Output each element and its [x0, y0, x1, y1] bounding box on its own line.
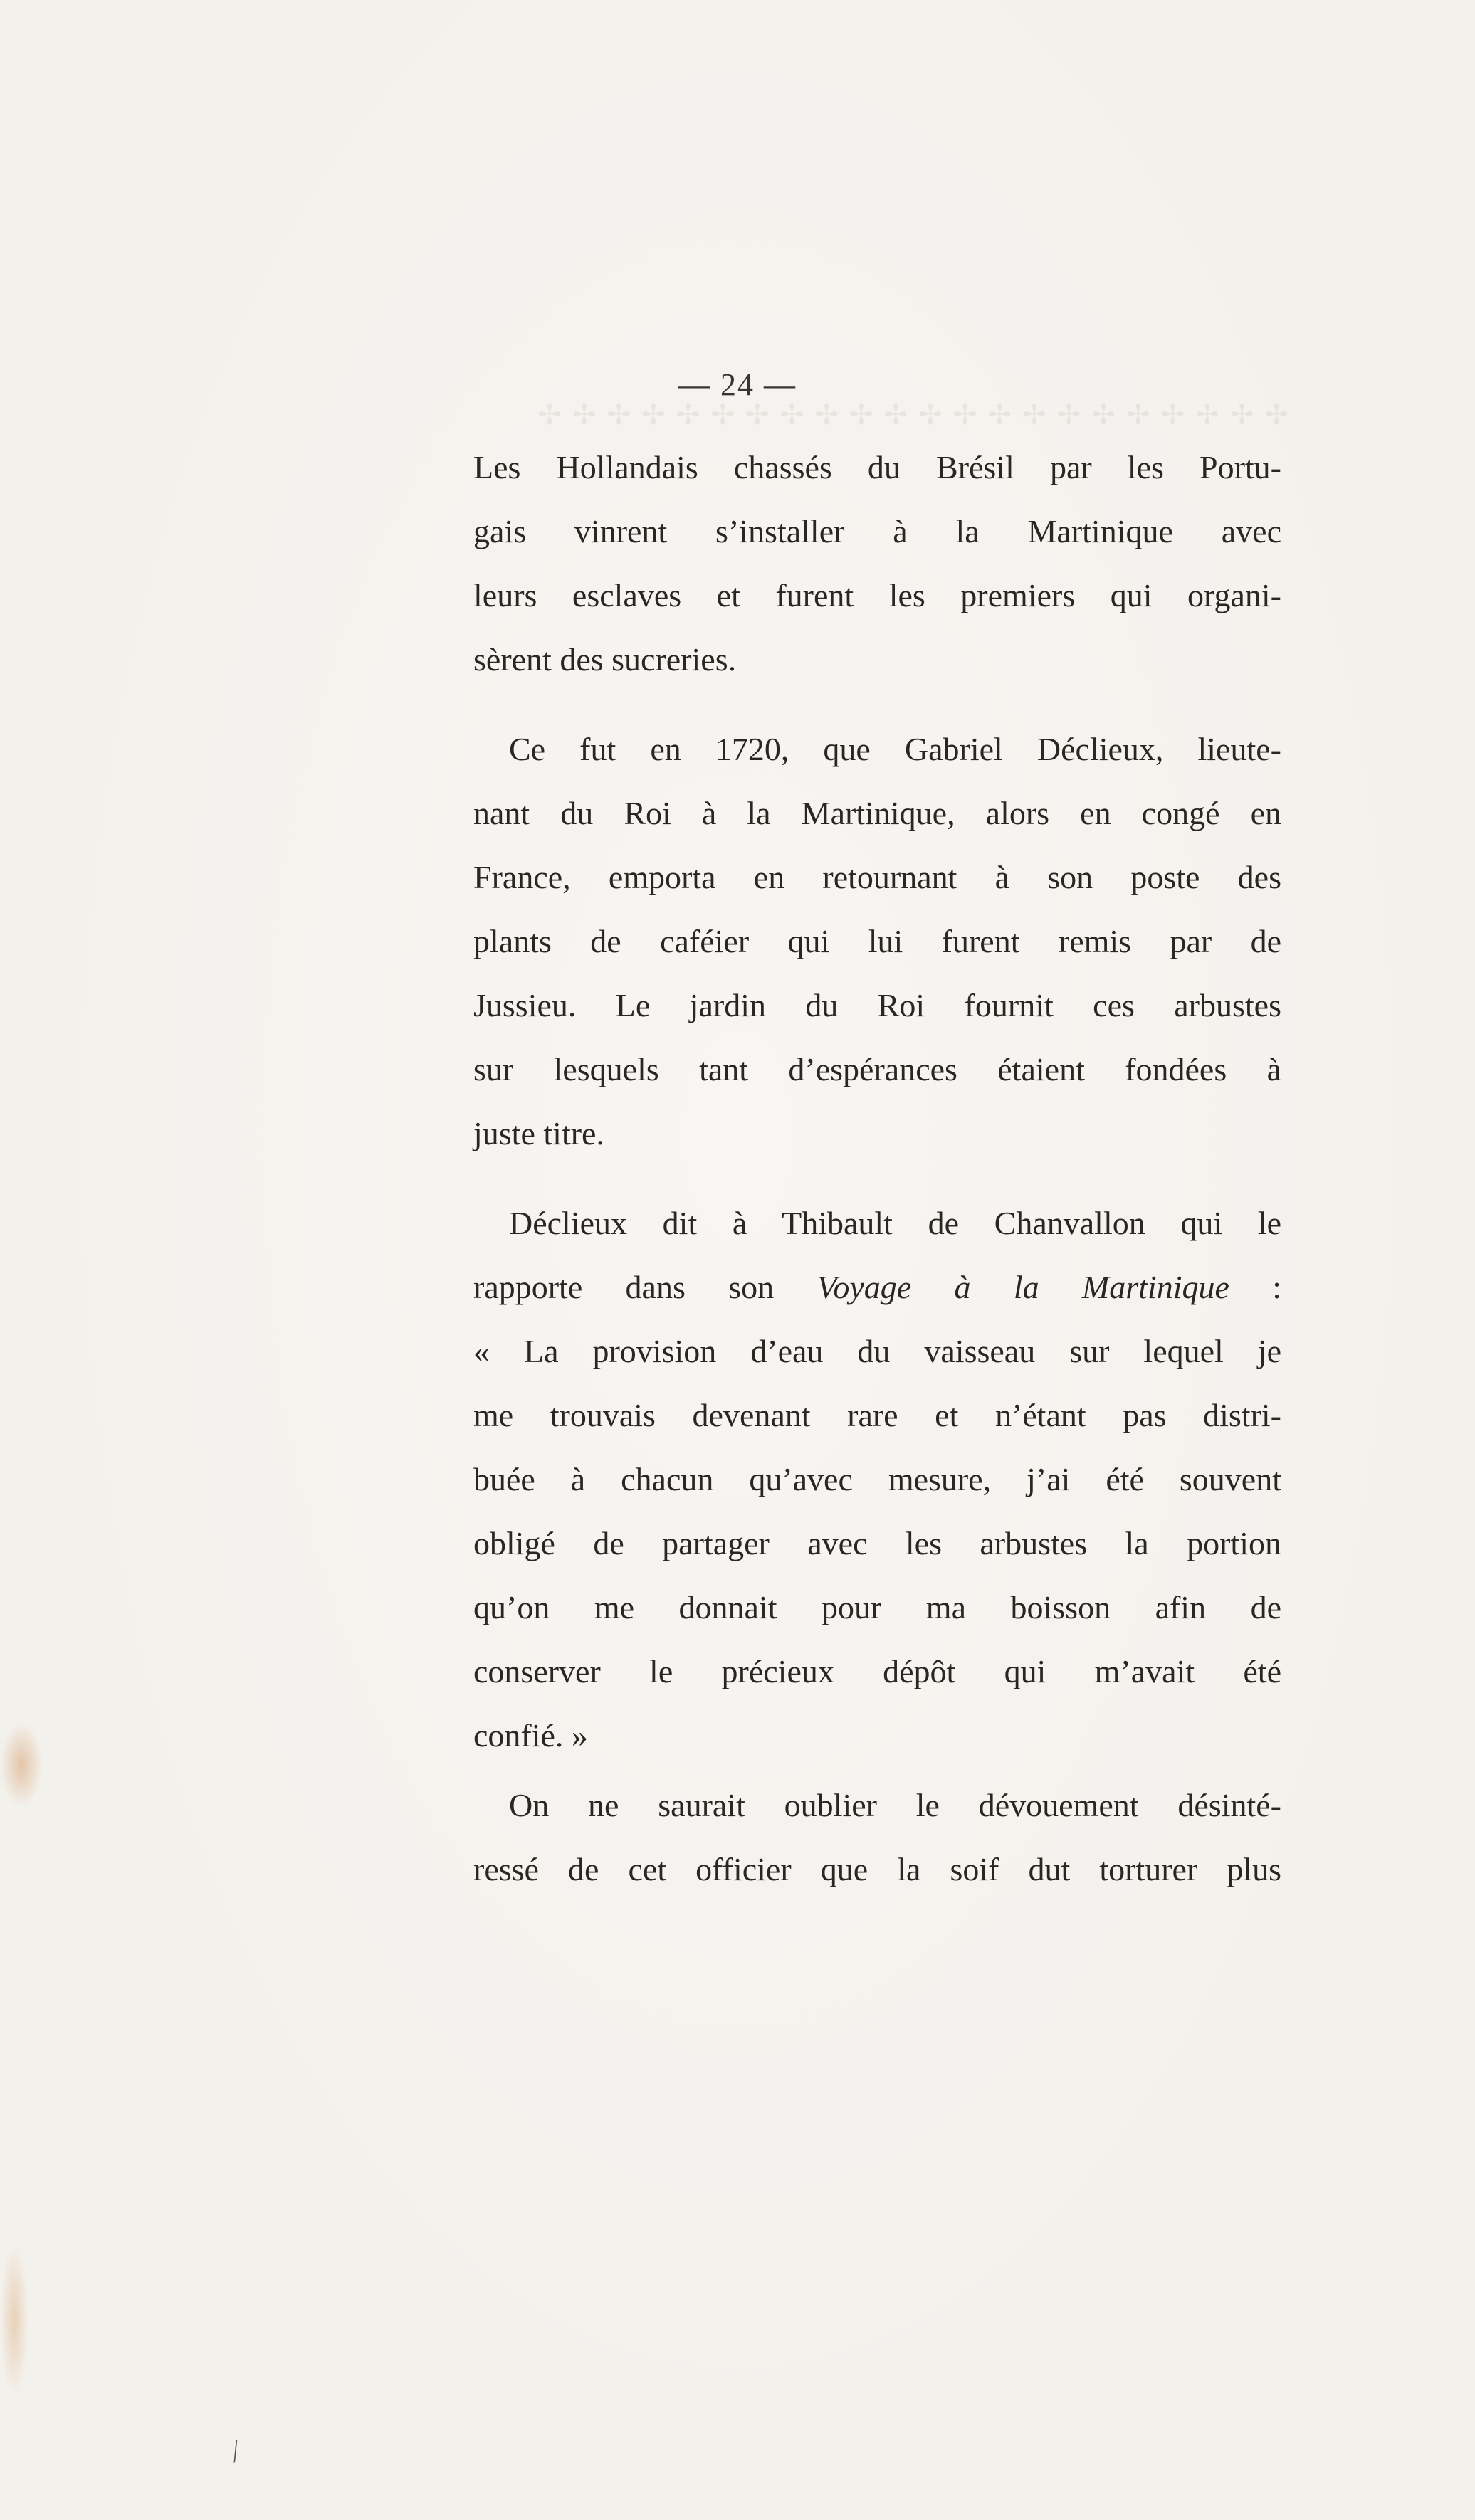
- bleed-through-ornament: ✢ ✢ ✢ ✢ ✢ ✢ ✢ ✢ ✢ ✢ ✢ ✢ ✢ ✢ ✢ ✢ ✢ ✢ ✢ ✢ ✢ ✢: [536, 399, 1288, 431]
- paragraph: [473, 1191, 1281, 1768]
- text-line: qu’on me donnait pour ma boisson afin de: [473, 1589, 1281, 1625]
- text-line: conserver le précieux dépôt qui m’avait été: [473, 1653, 1281, 1689]
- text-line: [473, 1255, 1281, 1319]
- text-line: me trouvais devenant rare et n’étant pas distri-: [473, 1397, 1281, 1433]
- text-line: Ce fut en 1720, que Gabriel Déclieux, lieute-: [509, 731, 1281, 767]
- book-title: Voyage à la Martinique: [817, 1269, 1229, 1305]
- text-line: « La provision d’eau du vaisseau sur lequel je: [473, 1333, 1281, 1369]
- text-line: France, emporta en retournant à son poste des: [473, 859, 1281, 895]
- text-line: On ne saurait oublier le dévouement désinté-: [509, 1787, 1281, 1823]
- paragraph: [473, 1773, 1281, 1902]
- paper-stain: [0, 2242, 28, 2398]
- text-line: buée à chacun qu’avec mesure, j’ai été souvent: [473, 1461, 1281, 1497]
- text-line: plants de caféier qui lui furent remis par de: [473, 923, 1281, 959]
- text-line: gais vinrent s’installer à la Martinique avec: [473, 513, 1281, 549]
- text-line: obligé de partager avec les arbustes la portion: [473, 1525, 1281, 1561]
- text-line: ressé de cet officier que la soif dut torturer plus: [473, 1851, 1281, 1887]
- text-line: sèrent des sucreries.: [473, 641, 737, 678]
- paper-stain: [0, 1722, 43, 1808]
- text-segment: rapporte dans son: [473, 1269, 817, 1305]
- paragraph: [473, 436, 1281, 692]
- page-number: — 24 —: [678, 367, 797, 402]
- body-text: [473, 436, 1281, 1902]
- text-line: Jussieu. Le jardin du Roi fournit ces arbustes: [473, 987, 1281, 1023]
- text-line: nant du Roi à la Martinique, alors en congé en: [473, 795, 1281, 831]
- text-line: Les Hollandais chassés du Brésil par les Portu-: [473, 449, 1281, 485]
- ink-mark: ⁄: [225, 2436, 246, 2467]
- text-line: Déclieux dit à Thibault de Chanvallon qui le: [509, 1205, 1281, 1241]
- paragraph: [473, 717, 1281, 1166]
- text-line: confié. »: [473, 1717, 588, 1754]
- text-line: leurs esclaves et furent les premiers qui organi-: [473, 577, 1281, 613]
- text-line: juste titre.: [473, 1115, 604, 1151]
- text-line: sur lesquels tant d’espérances étaient fondées à: [473, 1051, 1281, 1087]
- text-segment: :: [1229, 1269, 1281, 1305]
